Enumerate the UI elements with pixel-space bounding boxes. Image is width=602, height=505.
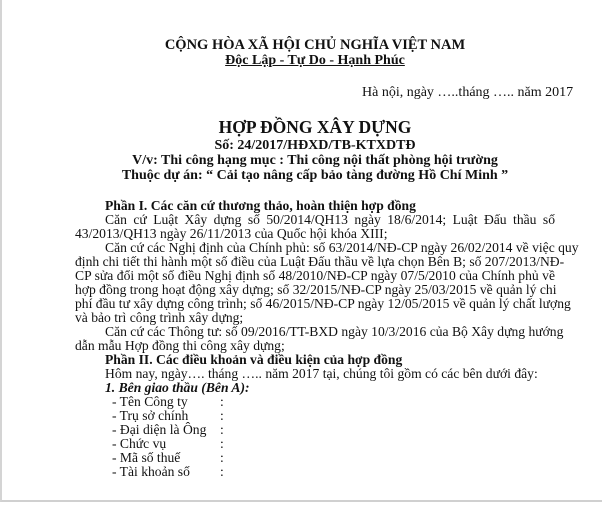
part1-paragraph-line: CP sửa đổi một số điều Nghị định số 48/2010/NĐ-CP ngày 07/5/2010 của Chính phủ về <box>75 268 555 283</box>
contract-number: Số: 24/2017/HĐXD/TB-KTXDTĐ <box>214 138 416 153</box>
field-colon: : <box>220 408 224 423</box>
part2-intro: Hôm nay, ngày…. tháng ….. năm 2017 tại, chúng tôi gồm có các bên dưới đây: <box>105 366 538 381</box>
part1-paragraph-line: Căn cứ Luật Xây dựng số 50/2014/QH13 ngày 18/6/2014; Luật Đấu thầu số <box>105 212 555 227</box>
contract-subject: V/v: Thi công hạng mục : Thi công nội thất phòng hội trường <box>132 153 498 168</box>
country-heading: CỘNG HÒA XÃ HỘI CHỦ NGHĨA VIỆT NAM <box>164 37 466 53</box>
field-colon: : <box>220 436 224 451</box>
field-label-head-office: - Trụ sở chính <box>112 408 189 423</box>
contract-title: HỢP ĐỒNG XÂY DỰNG <box>218 117 412 137</box>
part1-paragraph-line: 43/2013/QH13 ngày 26/11/2013 của Quốc hội khóa XIII; <box>75 226 388 241</box>
field-colon: : <box>220 394 224 409</box>
field-label-company-name: - Tên Công ty <box>112 394 188 409</box>
motto-text: Độc Lập - Tự Do - Hạnh Phúc <box>225 53 405 68</box>
part2-heading: Phần II. Các điều khoản và điều kiện của hợp đồng <box>105 352 403 367</box>
date-line: Hà nội, ngày …..tháng ….. năm 2017 <box>362 85 574 100</box>
motto-heading <box>2 53 602 69</box>
part1-paragraph-line: Căn cứ các Nghị định của Chính phủ: số 63/2014/NĐ-CP ngày 26/02/2014 về việc quy <box>105 240 579 255</box>
part1-paragraph-line: định chi tiết thi hành một số điều của Luật Đấu thầu về lựa chọn Bên B; số 207/2013/NĐ- <box>75 254 565 269</box>
field-label-position: - Chức vụ <box>112 436 167 451</box>
party-a-heading: 1. Bên giao thầu (Bên A): <box>105 380 250 395</box>
part1-paragraph-line: Căn cứ các Thông tư: số 09/2016/TT-BXD ngày 10/3/2016 của Bộ Xây dựng hướng <box>105 324 564 339</box>
field-label-tax-code: - Mã số thuế <box>112 450 181 465</box>
contract-project: Thuộc dự án: “ Cải tạo nâng cấp bảo tàng đường Hồ Chí Minh ” <box>121 168 509 183</box>
field-colon: : <box>220 450 224 465</box>
field-label-representative: - Đại diện là Ông <box>112 422 207 437</box>
part1-paragraph-line: phí đầu tư xây dựng công trình; số 46/2015/NĐ-CP ngày 12/05/2015 về quản lý chất lượng <box>75 296 571 311</box>
field-colon: : <box>220 422 224 437</box>
part1-paragraph-line: hợp đồng trong hoạt động xây dựng; số 32/2015/NĐ-CP ngày 25/03/2015 về quản lý chi <box>75 282 557 297</box>
part1-paragraph-line: dẫn mẫu Hợp đồng thi công xây dựng; <box>75 338 285 353</box>
field-colon: : <box>220 464 224 479</box>
field-label-account-number: - Tài khoản số <box>112 464 190 479</box>
part1-heading: Phần I. Các căn cứ thương thảo, hoàn thiện hợp đồng <box>105 198 416 213</box>
part1-paragraph-line: và bảo trì công trình xây dựng; <box>75 310 244 325</box>
